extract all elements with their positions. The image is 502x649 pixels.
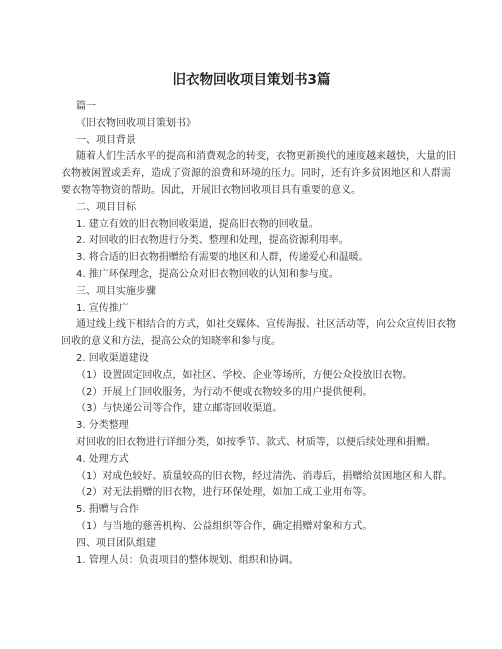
document-paragraph: 2. 回收渠道建设 [76, 352, 149, 364]
document-paragraph: 5. 捐赠与合作 [76, 504, 139, 516]
document-paragraph: （3）与快递公司等合作，建立邮寄回收渠道。 [76, 403, 283, 415]
document-title: 旧衣物回收项目策划书3篇 [172, 72, 331, 88]
document-paragraph: 通过线上线下相结合的方式，如社交媒体、宣传海报、社区活动等，向公众宣传旧衣物回收的意义和方法，提高公众的知晓率和参与度。 [61, 319, 456, 348]
document-paragraph: （2）对无法捐赠的旧衣物，进行环保处理，如加工成工业用布等。 [76, 487, 373, 499]
document-paragraph: 4. 推广环保理念，提高公众对旧衣物回收的认知和参与度。 [76, 268, 339, 280]
document-paragraph: 3. 分类整理 [76, 420, 129, 432]
document-paragraph: 1. 宣传推广 [76, 302, 129, 314]
document-paragraph: （1）与当地的慈善机构、公益组织等合作，确定捐赠对象和方式。 [76, 520, 373, 532]
document-paragraph: 三、项目实施步骤 [76, 285, 156, 297]
document-paragraph: （1）对成色较好、质量较高的旧衣物，经过清洗、消毒后，捐赠给贫困地区和人群。 [76, 470, 453, 482]
document-paragraph: 2. 对回收的旧衣物进行分类、整理和处理，提高资源利用率。 [76, 235, 349, 247]
document-paragraph: 随着人们生活水平的提高和消费观念的转变，衣物更新换代的速度越来越快，大量的旧衣物被闲置或丢弃，造成了资源的浪费和环境的压力。同时，还有许多贫困地区和人群需要衣物等物资的帮助。因此，开展旧衣物回收项目具有重要的意义。 [61, 151, 456, 196]
document-paragraph: 四、项目团队组建 [76, 537, 156, 549]
document-body [61, 99, 460, 569]
document-paragraph: 3. 将合适的旧衣物捐赠给有需要的地区和人群，传递爱心和温暖。 [76, 252, 369, 264]
document-paragraph: （2）开展上门回收服务，为行动不便或衣物较多的用户提供便利。 [76, 386, 373, 398]
document-paragraph: （1）设置固定回收点，如社区、学校、企业等场所，方便公众投放旧衣物。 [76, 369, 413, 381]
document-paragraph: 4. 处理方式 [76, 453, 129, 465]
document-paragraph: 对回收的旧衣物进行详细分类，如按季节、款式、材质等，以便后续处理和捐赠。 [76, 436, 436, 448]
document-paragraph: 一、项目背景 [76, 134, 136, 146]
document-paragraph: 篇一 [76, 101, 96, 112]
document-paragraph: 《旧衣物回收项目策划书》 [76, 117, 196, 129]
document-paragraph: 1. 建立有效的旧衣物回收渠道，提高旧衣物的回收量。 [76, 218, 319, 230]
document-paragraph: 二、项目目标 [76, 201, 136, 213]
document-paragraph: 1. 管理人员：负责项目的整体规划、组织和协调。 [76, 554, 299, 566]
